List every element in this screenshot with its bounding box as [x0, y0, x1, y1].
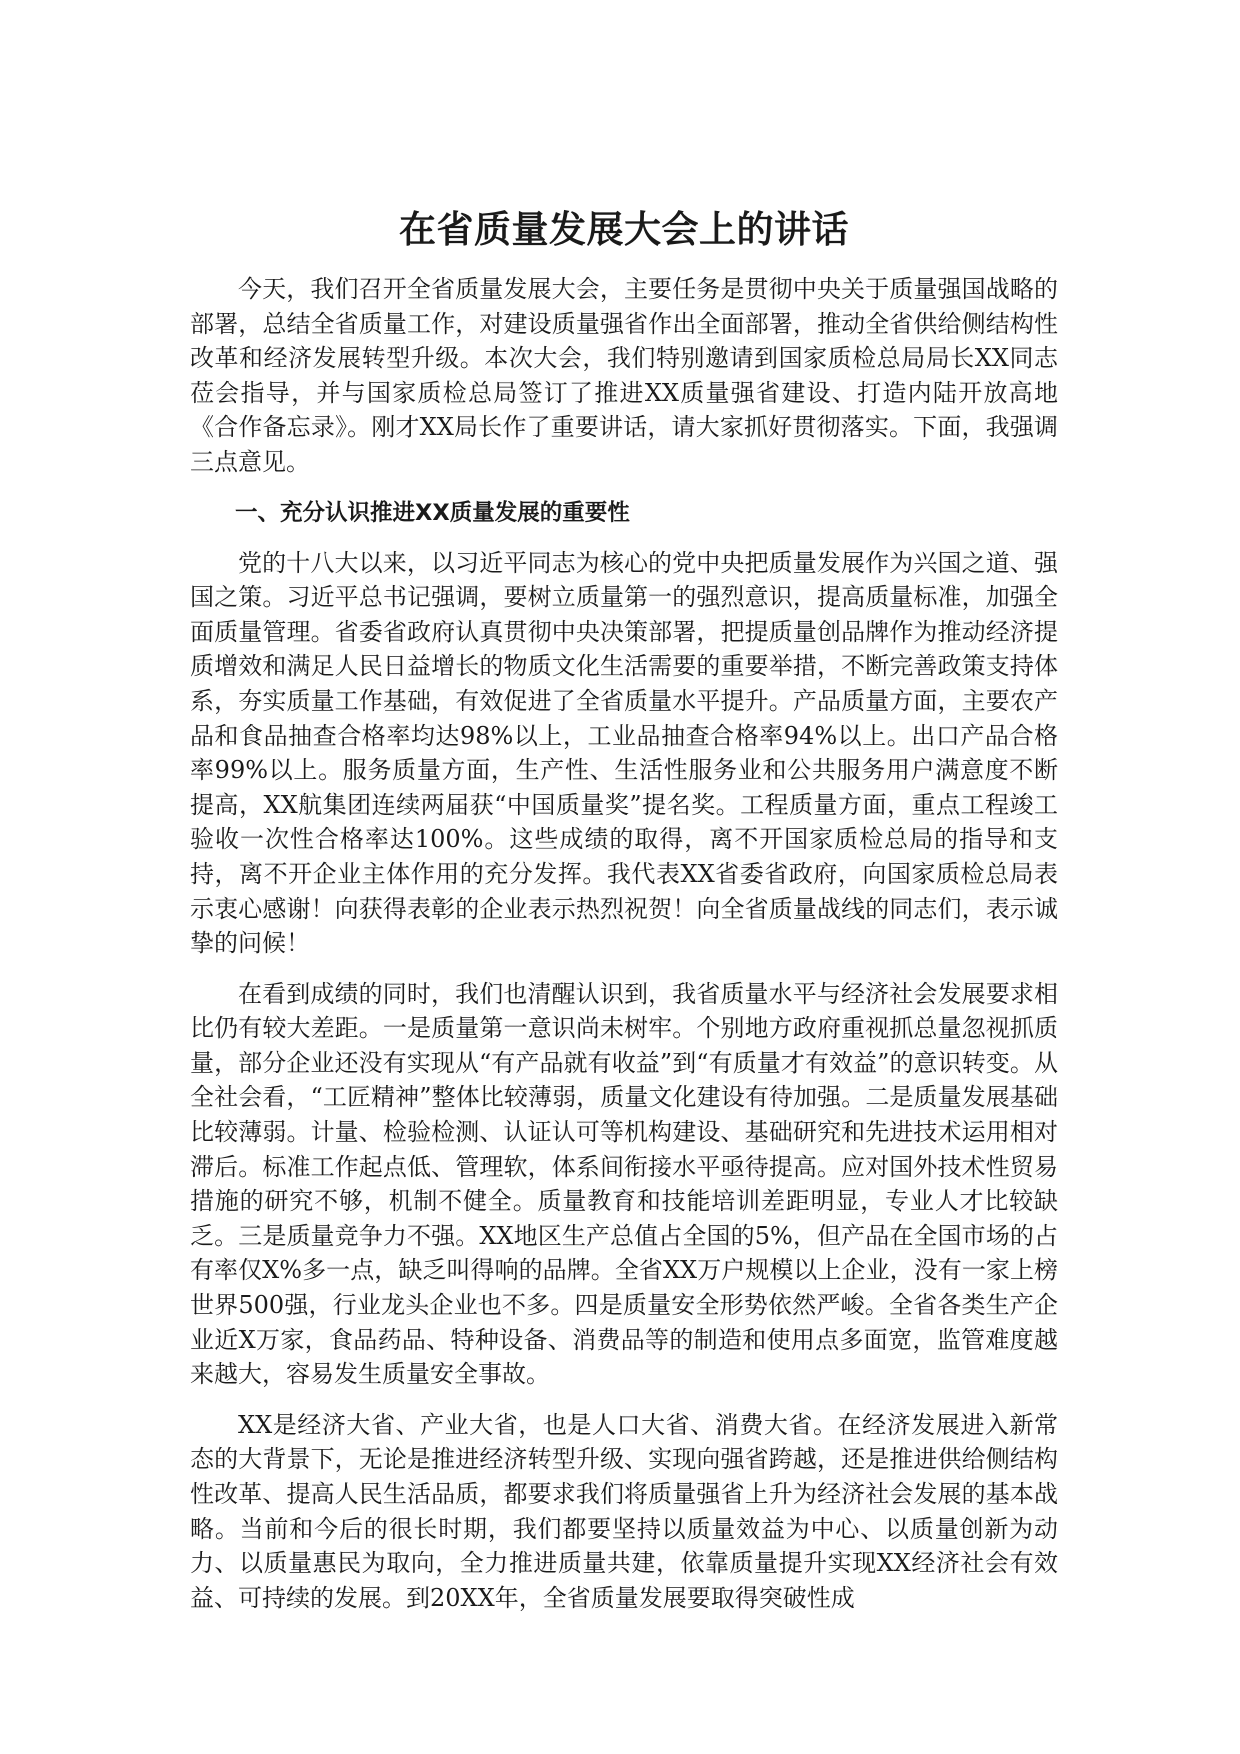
paragraph-achievements: 党的十八大以来，以习近平同志为核心的党中央把质量发展作为兴国之道、强国之策。习近平总书记强调，要树立质量第一的强烈意识，提高质量标准，加强全面质量管理。省委省政府认真贯彻中央决策部署，把提质量创品牌作为推动经济提质增效和满足人民日益增长的物质文化生活需要的重要举措，不断完善政策支持体系，夯实质量工作基础，有效促进了全省质量水平提升。产品质量方面，主要农产品和食品抽查合格率均达98%以上，工业品抽查合格率94%以上。出口产品合格率99%以上。服务质量方面，生产性、生活性服务业和公共服务用户满意度不断提高，XX航集团连续两届获“中国质量奖”提名奖。工程质量方面，重点工程竣工验收一次性合格率达100%。这些成绩的取得，离不开国家质检总局的指导和支持，离不开企业主体作用的充分发挥。我代表XX省委省政府，向国家质检总局表示衷心感谢！向获得表彰的企业表示热烈祝贺！向全省质量战线的同志们，表示诚挚的问候！: [190, 548, 1058, 958]
section-heading: 一、充分认识推进XX质量发展的重要性: [235, 499, 630, 526]
document-title: 在省质量发展大会上的讲话: [399, 208, 849, 251]
paragraph-strategy: XX是经济大省、产业大省，也是人口大省、消费大省。在经济发展进入新常态的大背景下，无论是推进经济转型升级、实现向强省跨越，还是推进供给侧结构性改革、提高人民生活品质，都要求我们将质量强省上升为经济社会发展的基本战略。当前和今后的很长时期，我们都要坚持以质量效益为中心、以质量创新为动力、以质量惠民为取向，全力推进质量共建，依靠质量提升实现XX经济社会有效益、可持续的发展。到20XX年，全省质量发展要取得突破性成: [190, 1410, 1058, 1612]
document-page: [190, 200, 1058, 1631]
paragraph-gaps: 在看到成绩的同时，我们也清醒认识到，我省质量水平与经济社会发展要求相比仍有较大差距。一是质量第一意识尚未树牢。个别地方政府重视抓总量忽视抓质量，部分企业还没有实现从“有产品就有收益”到“有质量才有效益”的意识转变。从全社会看，“工匠精神”整体比较薄弱，质量文化建设有待加强。二是质量发展基础比较薄弱。计量、检验检测、认证认可等机构建设、基础研究和先进技术运用相对滞后。标准工作起点低、管理软，体系间衔接水平亟待提高。应对国外技术性贸易措施的研究不够，机制不健全。质量教育和技能培训差距明显，专业人才比较缺乏。三是质量竞争力不强。XX地区生产总值占全国的5%，但产品在全国市场的占有率仅X%多一点，缺乏叫得响的品牌。全省XX万户规模以上企业，没有一家上榜世界500强，行业龙头企业也不多。四是质量安全形势依然严峻。全省各类生产企业近X万家，食品药品、特种设备、消费品等的制造和使用点多面宽，监管难度越来越大，容易发生质量安全事故。: [190, 979, 1058, 1389]
paragraph-intro: 今天，我们召开全省质量发展大会，主要任务是贯彻中央关于质量强国战略的部署，总结全省质量工作，对建设质量强省作出全面部署，推动全省供给侧结构性改革和经济发展转型升级。本次大会，我们特别邀请到国家质检总局局长XX同志莅会指导，并与国家质检总局签订了推进XX质量强省建设、打造内陆开放高地《合作备忘录》。刚才XX局长作了重要讲话，请大家抓好贯彻落实。下面，我强调三点意见。: [190, 275, 1058, 476]
